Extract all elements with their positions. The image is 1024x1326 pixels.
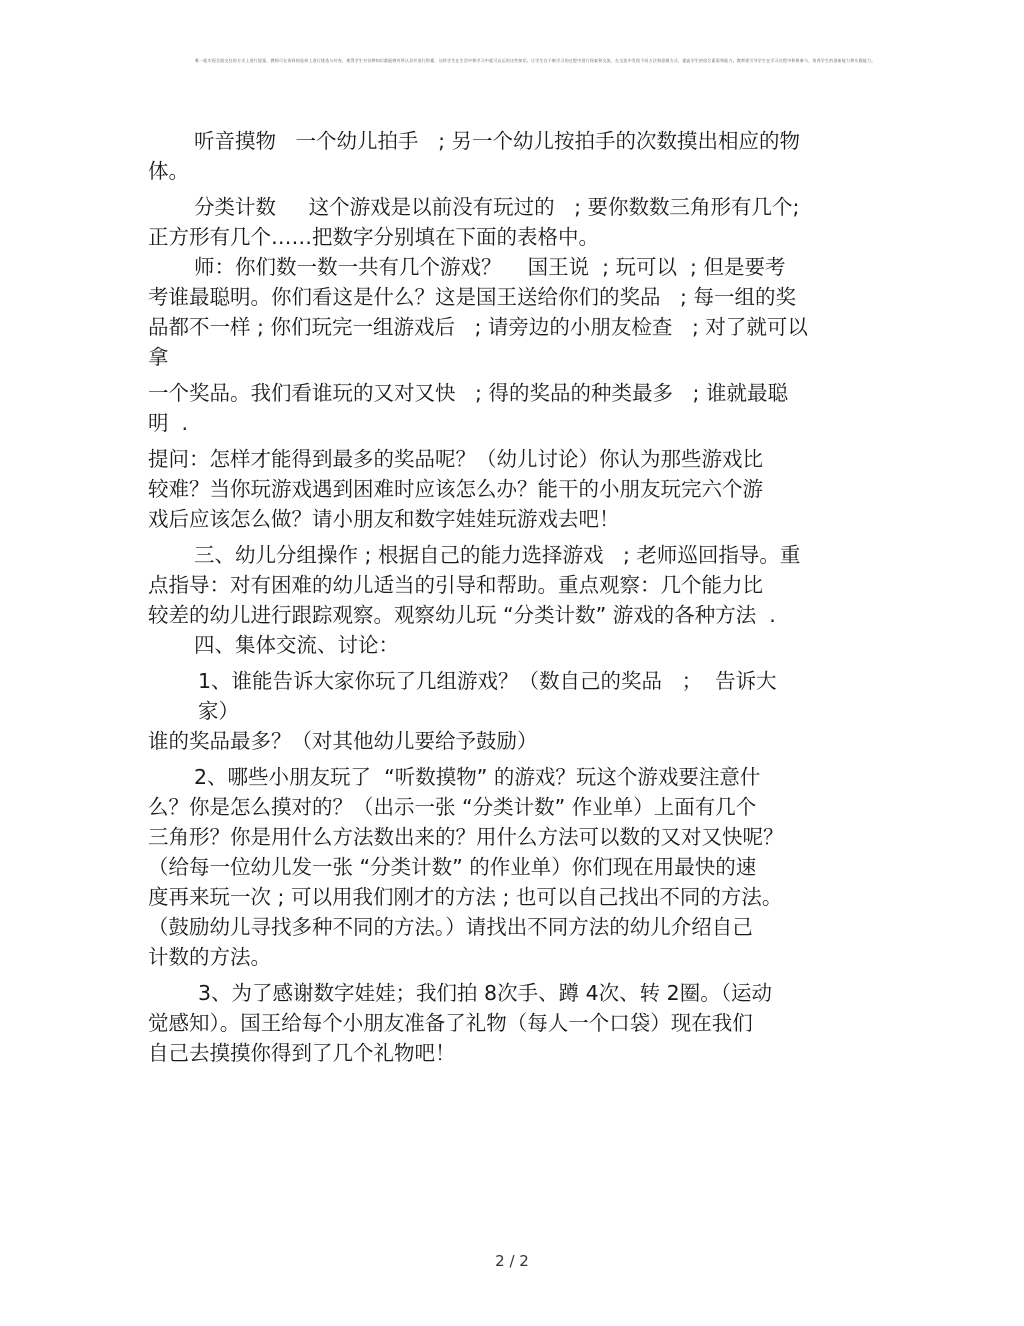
text-line: （给每一位幼儿发一张 “分类计数” 的作业单）你们现在用最快的速 xyxy=(148,855,757,879)
text-line: 考谁最聪明。你们看这是什么？这是国王送给你们的奖品 ; 每一组的奖 xyxy=(148,285,796,309)
text-line: 三、幼儿分组操作 ; 根据自己的能力选择游戏 ; 老师巡回指导。重 xyxy=(194,543,801,567)
header-note: 唯一能实现全面交往的方式上进行提案，教师可在资料的选择上进行挑选与补充，使得学生对各种知识都能够有所认识并进行积累，这样学生在生活中和学习中就可以运用这些知识。让学生在不断学习的过程中进行探索和交流，在交流中发现不同方法和思维方式，提高学生的综合素质和能力。教师要引导学生在学习过程中积极参与，培养学生的创新能力和实践能力。 xyxy=(195,58,876,63)
text-line: 体。 xyxy=(148,159,189,183)
text-line: 品都不一样 ; 你们玩完一组游戏后 ; 请旁边的小朋友检查 ; 对了就可以 xyxy=(148,315,808,339)
text-line: 度再来玩一次 ; 可以用我们刚才的方法 ; 也可以自己找出不同的方法。 xyxy=(148,885,783,909)
text-line: 么？你是怎么摸对的？（出示一张 “分类计数” 作业单）上面有几个 xyxy=(148,795,757,819)
text-line: 听音摸物 一个幼儿拍手 ; 另一个幼儿按拍手的次数摸出相应的物 xyxy=(194,129,801,153)
text-line: 戏后应该怎么做？请小朋友和数字娃娃玩游戏去吧！ xyxy=(148,507,620,531)
text-line: 觉感知）。国王给每个小朋友准备了礼物（每人一个口袋）现在我们 xyxy=(148,1011,753,1035)
text-line: 2、哪些小朋友玩了 “听数摸物” 的游戏？玩这个游戏要注意什 xyxy=(194,765,761,789)
text-line: 点指导：对有困难的幼儿适当的引导和帮助。重点观察：几个能力比 xyxy=(148,573,763,597)
text-line: 拿 xyxy=(148,345,169,369)
text-line: 提问：怎样才能得到最多的奖品呢？（幼儿讨论）你认为那些游戏比 xyxy=(148,447,763,471)
text-line: 分类计数 这个游戏是以前没有玩过的 ; 要你数数三角形有几个; xyxy=(194,195,800,219)
text-line: 较难？当你玩游戏遇到困难时应该怎么办？能干的小朋友玩完六个游 xyxy=(148,477,763,501)
text-line: 四、集体交流、讨论： xyxy=(194,633,399,657)
text-line: 3、为了感谢数字娃娃；我们拍 8次手、蹲 4次、转 2圈。（运动 xyxy=(198,981,772,1005)
document-body xyxy=(148,126,868,1068)
text-line: 正方形有几个……把数字分别填在下面的表格中。 xyxy=(148,225,599,249)
text-line: 家） xyxy=(198,699,239,723)
text-line: 计数的方法。 xyxy=(148,945,271,969)
text-line: 三角形？你是用什么方法数出来的？用什么方法可以数的又对又快呢？ xyxy=(148,825,784,849)
page-number: 2 / 2 xyxy=(495,1252,529,1270)
text-line: 较差的幼儿进行跟踪观察。观察幼儿玩 “分类计数” 游戏的各种方法 . xyxy=(148,603,776,627)
text-line: 一个奖品。我们看谁玩的又对又快 ; 得的奖品的种类最多 ; 谁就最聪 xyxy=(148,381,788,405)
text-line: 谁的奖品最多？（对其他幼儿要给予鼓励） xyxy=(148,729,538,753)
text-line: 1、谁能告诉大家你玩了几组游戏？（数自己的奖品 ； 告诉大 xyxy=(198,669,777,693)
text-line: 自己去摸摸你得到了几个礼物吧！ xyxy=(148,1041,456,1065)
text-line: 明 . xyxy=(148,411,189,435)
text-line: 师：你们数一数一共有几个游戏？ 国王说 ; 玩可以 ; 但是要考 xyxy=(194,255,786,279)
text-line: （鼓励幼儿寻找多种不同的方法。）请找出不同方法的幼儿介绍自己 xyxy=(148,915,753,939)
